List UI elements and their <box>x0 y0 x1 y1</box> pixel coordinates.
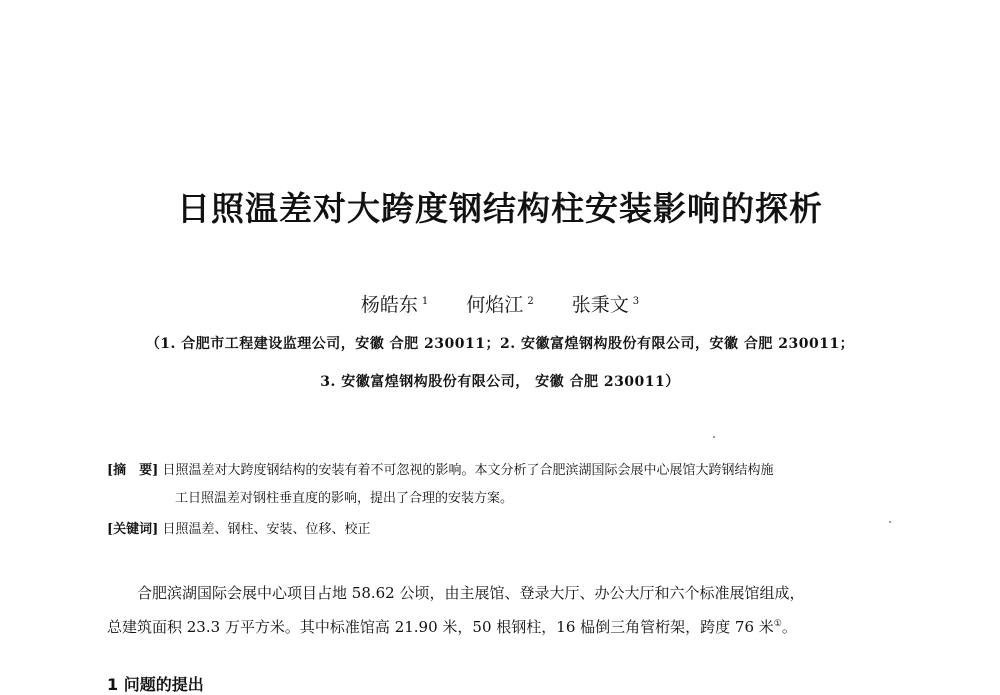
author-affiliation-mark: 2 <box>527 295 534 307</box>
body-line-1: 合肥滨湖国际会展中心项目占地 58.62 公顷，由主展馆、登录大厅、办公大厅和六个标准展馆组成， <box>137 584 805 602</box>
scan-speck <box>889 521 891 523</box>
body-line-2-text: 总建筑面积 23.3 万平方米。其中标准馆高 21.90 米，50 根钢柱，16 榀倒三角管桁架，跨度 76 米 <box>107 618 774 636</box>
abstract <box>107 457 897 513</box>
keywords-text: 日照温差、钢柱、安装、位移、校正 <box>162 522 371 537</box>
abstract-line-2: 工日照温差对钢柱垂直度的影响，提出了合理的安装方案。 <box>175 491 514 506</box>
body-line-2 <box>107 609 897 643</box>
author-name: 杨皓东 <box>360 294 418 316</box>
author-name: 张秉文 <box>571 294 629 316</box>
body-paragraph <box>107 578 897 643</box>
body-line-2-end: 。 <box>781 618 797 636</box>
section-heading: 1 问题的提出 <box>107 675 204 694</box>
footnote-mark: ① <box>773 619 782 629</box>
scan-speck <box>713 436 715 438</box>
abstract-label: [摘 要] <box>107 463 159 478</box>
paper-title: 日照温差对大跨度钢结构柱安装影响的探析 <box>177 189 823 228</box>
author-affiliation-mark: 1 <box>421 295 429 307</box>
author-list <box>0 290 1000 317</box>
author-3 <box>572 290 639 317</box>
keywords-label: [关键词] <box>107 522 159 537</box>
author-1 <box>361 290 428 317</box>
author-name: 何焰江 <box>466 294 524 316</box>
author-2 <box>466 290 533 317</box>
affiliation-line-1: （1. 合肥市工程建设监理公司，安徽 合肥 230011；2. 安徽富煌钢构股份有限公司，安徽 合肥 230011； <box>145 336 855 352</box>
author-affiliation-mark: 3 <box>632 295 640 307</box>
abstract-line-1 <box>107 457 897 485</box>
affiliation-line-2: 3. 安徽富煌钢构股份有限公司， 安徽 合肥 230011） <box>320 374 680 390</box>
keywords <box>107 518 370 537</box>
abstract-text-1: 日照温差对大跨度钢结构的安装有着不可忽视的影响。本文分析了合肥滨湖国际会展中心展馆大跨钢结构施 <box>162 463 774 478</box>
